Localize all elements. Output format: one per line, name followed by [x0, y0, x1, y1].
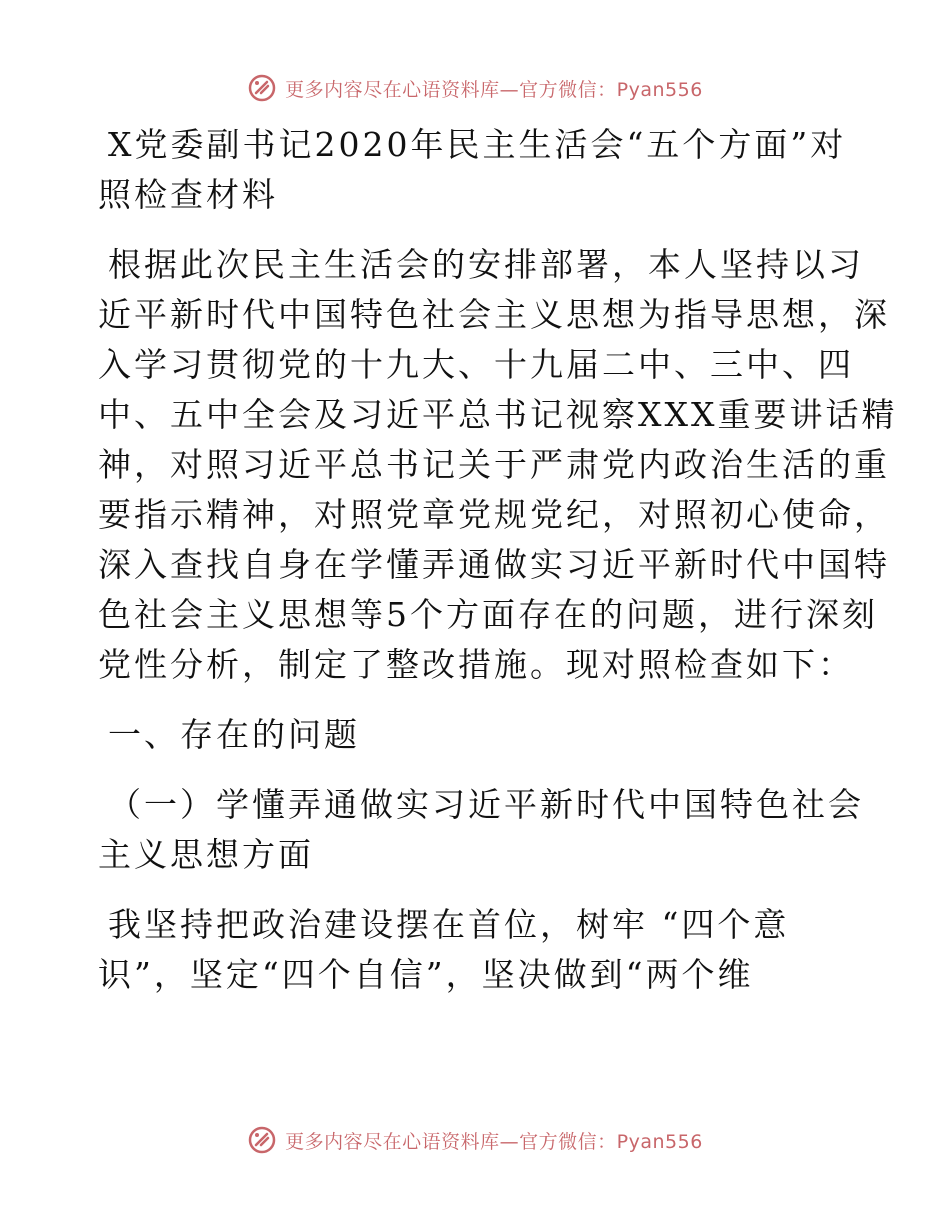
watermark-footer [0, 1122, 950, 1158]
intro-line-6: 要指示精神，对照党章党规党纪，对照初心使命， [98, 495, 890, 534]
intro-line-9: 党性分析，制定了整改措施。现对照检查如下： [98, 645, 854, 684]
intro-line-8: 色社会主义思想等5个方面存在的问题，进行深刻 [98, 595, 878, 634]
intro-line-4: 中、五中全会及习近平总书记视察XXX重要讲话精 [98, 395, 898, 434]
intro-line-5: 神，对照习近平总书记关于严肃党内政治生活的重 [98, 445, 890, 484]
watermark-text: 更多内容尽在心语资料库—官方微信：Pyan556 [285, 1130, 703, 1153]
document-title-line-1: X党委副书记2020年民主生活会“五个方面”对 [108, 125, 847, 164]
subsection-heading-line-2: 主义思想方面 [98, 835, 314, 874]
logo-icon [247, 73, 277, 103]
subsection-heading-line-1: （一）学懂弄通做实习近平新时代中国特色社会 [108, 785, 864, 824]
intro-line-3: 入学习贯彻党的十九大、十九届二中、三中、四 [98, 345, 854, 384]
document-body [98, 120, 898, 1000]
intro-line-2: 近平新时代中国特色社会主义思想为指导思想，深 [98, 295, 890, 334]
watermark-header [0, 70, 950, 106]
watermark-text: 更多内容尽在心语资料库—官方微信：Pyan556 [285, 78, 703, 101]
body-line-2: 识”，坚定“四个自信”，坚决做到“两个维 [98, 955, 754, 994]
body-line-1: 我坚持把政治建设摆在首位，树牢 “四个意 [108, 905, 790, 944]
intro-line-7: 深入查找自身在学懂弄通做实习近平新时代中国特 [98, 545, 890, 584]
intro-line-1: 根据此次民主生活会的安排部署，本人坚持以习 [108, 245, 864, 284]
logo-icon [247, 1125, 277, 1155]
document-title-line-2: 照检查材料 [98, 175, 278, 214]
section-heading: 一、存在的问题 [108, 715, 360, 754]
